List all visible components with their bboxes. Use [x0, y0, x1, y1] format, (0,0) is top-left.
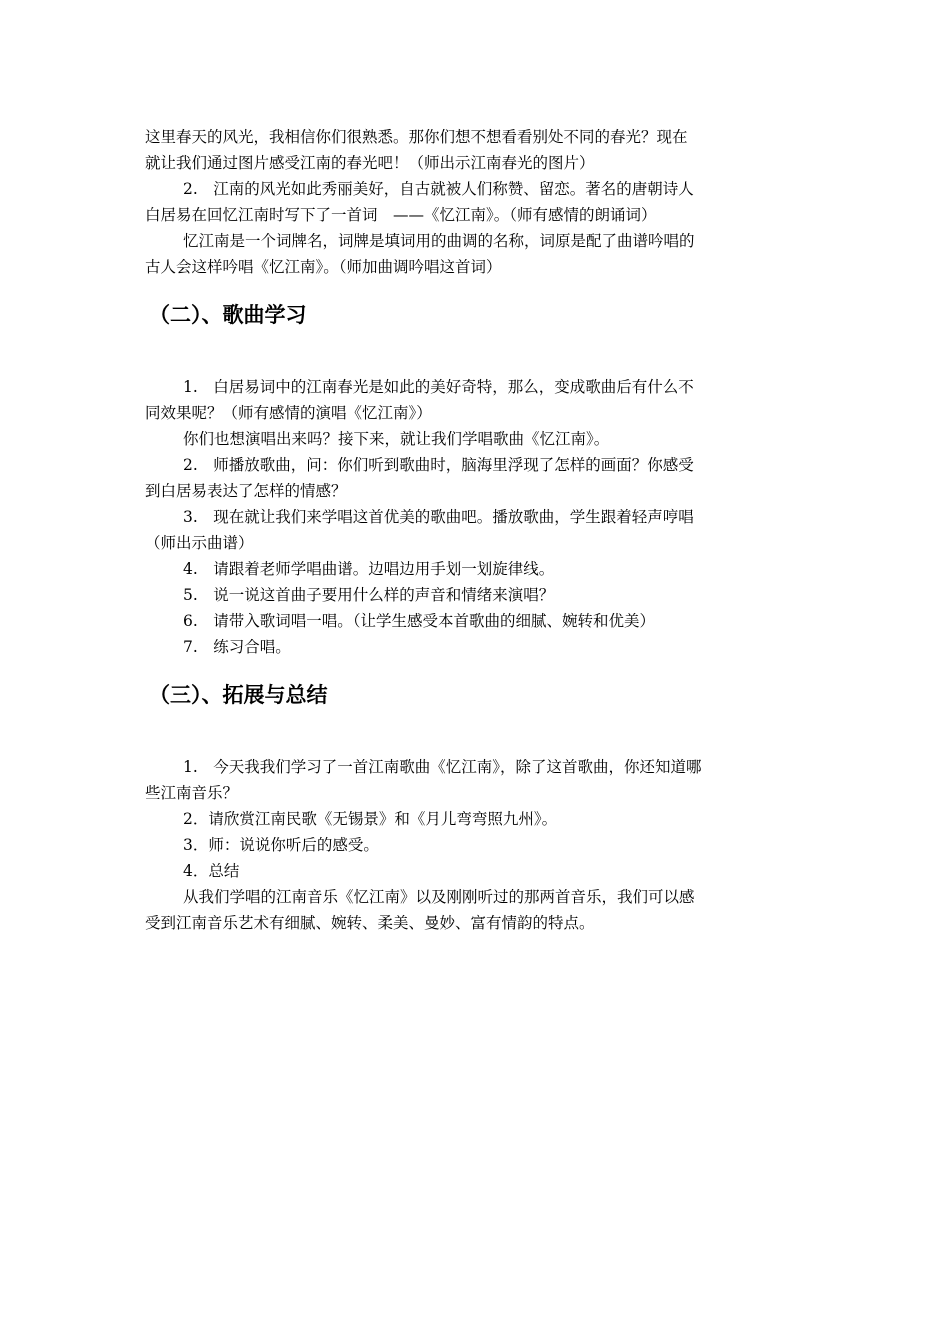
section-heading: （三）、拓展与总结	[149, 683, 328, 707]
text-line: 2. 师播放歌曲，问：你们听到歌曲时，脑海里浮现了怎样的画面？你感受	[183, 456, 694, 474]
text-line: 些江南音乐？	[145, 784, 239, 802]
section3-block	[145, 754, 810, 936]
text-line: 你们也想演唱出来吗？接下来，就让我们学唱歌曲《忆江南》。	[183, 430, 610, 448]
section2-block	[145, 374, 810, 660]
text-line: 4．总结	[183, 862, 240, 880]
text-line: 古人会这样吟唱《忆江南》。（师加曲调吟唱这首词）	[145, 258, 502, 276]
text-line: 到白居易表达了怎样的情感？	[145, 482, 347, 500]
text-line: 4. 请跟着老师学唱曲谱。边唱边用手划一划旋律线。	[183, 560, 555, 578]
text-line: 从我们学唱的江南音乐《忆江南》以及刚刚听过的那两首音乐，我们可以感	[183, 888, 695, 906]
text-line: （师出示曲谱）	[145, 534, 254, 552]
text-line: 7. 练习合唱。	[183, 638, 291, 656]
text-line: 3．师：说说你听后的感受。	[183, 836, 379, 854]
text-line: 3. 现在就让我们来学唱这首优美的歌曲吧。播放歌曲，学生跟着轻声哼唱	[183, 508, 694, 526]
text-line: 受到江南音乐艺术有细腻、婉转、柔美、曼妙、富有情韵的特点。	[145, 914, 595, 932]
intro-block	[145, 124, 810, 280]
text-line: 2．请欣赏江南民歌《无锡景》和《月儿弯弯照九州》。	[183, 810, 558, 828]
text-line: 就让我们通过图片感受江南的春光吧！（师出示江南春光的图片）	[145, 154, 595, 172]
text-line: 1. 今天我我们学习了一首江南歌曲《忆江南》，除了这首歌曲，你还知道哪	[183, 758, 702, 776]
text-line: 这里春天的风光，我相信你们很熟悉。那你们想不想看看别处不同的春光？现在	[145, 128, 688, 146]
document-body	[145, 124, 810, 936]
text-line: 6. 请带入歌词唱一唱。（让学生感受本首歌曲的细腻、婉转和优美）	[183, 612, 656, 630]
text-line: 2. 江南的风光如此秀丽美好，自古就被人们称赞、留恋。著名的唐朝诗人	[183, 180, 694, 198]
text-line: 5. 说一说这首曲子要用什么样的声音和情绪来演唱？	[183, 586, 555, 604]
section-heading: （二）、歌曲学习	[149, 303, 307, 327]
text-line: 同效果呢？（师有感情的演唱《忆江南》）	[145, 404, 432, 422]
text-line: 忆江南是一个词牌名，词牌是填词用的曲调的名称，词原是配了曲谱吟唱的	[183, 232, 695, 250]
text-line: 1. 白居易词中的江南春光是如此的美好奇特，那么，变成歌曲后有什么不	[183, 378, 694, 396]
text-line: 白居易在回忆江南时写下了一首词 ——《忆江南》。（师有感情的朗诵词）	[145, 206, 657, 224]
